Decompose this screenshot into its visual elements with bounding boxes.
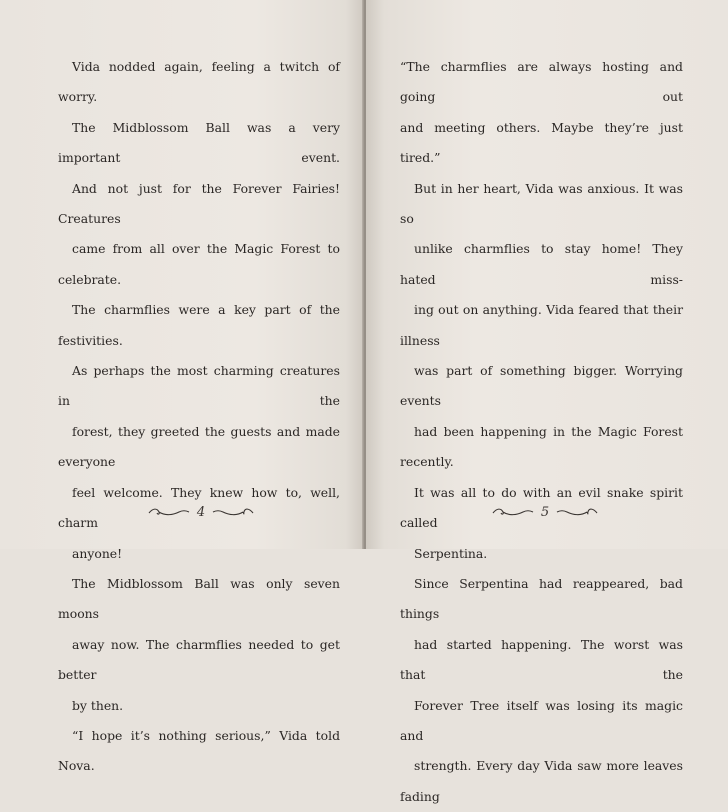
page-number-4 — [131, 502, 271, 522]
text-line: had started happening. The worst was that the — [400, 636, 683, 683]
text-line: feel welcome. They knew how to, well, charm — [58, 484, 340, 531]
text-line: was part of something bigger. Worrying events — [400, 363, 683, 409]
text-line: forest, they greeted the guests and made everyone — [58, 423, 340, 470]
paragraph — [400, 52, 683, 174]
text-line: by then. — [72, 697, 124, 713]
left-page-text — [58, 52, 340, 782]
page-number: 5 — [540, 504, 550, 520]
text-line: anyone! — [72, 545, 123, 561]
text-line: away now. The charmflies needed to get better — [58, 636, 340, 683]
flourish-left-icon — [147, 506, 191, 518]
page-number: 4 — [196, 504, 206, 520]
text-line: Forever Tree itself was losing its magic and — [400, 697, 683, 743]
text-line: ing out on anything. Vida feared that their illness — [400, 302, 683, 348]
paragraph — [400, 569, 683, 812]
page-number-5 — [475, 502, 615, 522]
paragraph — [58, 721, 340, 782]
paragraph — [58, 569, 340, 721]
paragraph — [58, 52, 340, 569]
right-page — [366, 0, 728, 804]
text-line: unlike charmflies to stay home! They hated miss- — [400, 241, 683, 287]
text-line: “The charmflies are always hosting and going out — [400, 59, 683, 105]
right-page-text — [400, 52, 683, 812]
text-line: Serpentina. — [414, 545, 488, 561]
text-line: Since Serpentina had reappeared, bad things — [400, 575, 683, 622]
text-line: The charmflies were a key part of the festivities. — [58, 302, 340, 348]
text-line: and meeting others. Maybe they’re just tired.” — [400, 119, 683, 166]
text-line: The Midblossom Ball was only seven moons — [58, 575, 340, 622]
flourish-right-icon — [211, 506, 255, 518]
left-page — [0, 0, 364, 774]
text-line: “I hope it’s nothing serious,” Vida told Nova. — [58, 727, 340, 774]
flourish-left-icon — [491, 506, 535, 518]
text-line: And not just for the Forever Fairies! Creatures — [58, 180, 340, 227]
text-line: Vida nodded again, feeling a twitch of worry. — [58, 59, 340, 105]
text-line: As perhaps the most charming creatures in the — [58, 363, 340, 409]
text-line: strength. Every day Vida saw more leaves fading — [400, 758, 683, 804]
text-line: came from all over the Magic Forest to celebrate. — [58, 241, 340, 287]
text-line: But in her heart, Vida was anxious. It was so — [400, 180, 683, 227]
text-line: had been happening in the Magic Forest recently. — [400, 423, 683, 470]
flourish-right-icon — [555, 506, 599, 518]
text-line: The Midblossom Ball was a very important event. — [58, 119, 340, 166]
text-line: It was all to do with an evil snake spirit called — [400, 484, 683, 531]
